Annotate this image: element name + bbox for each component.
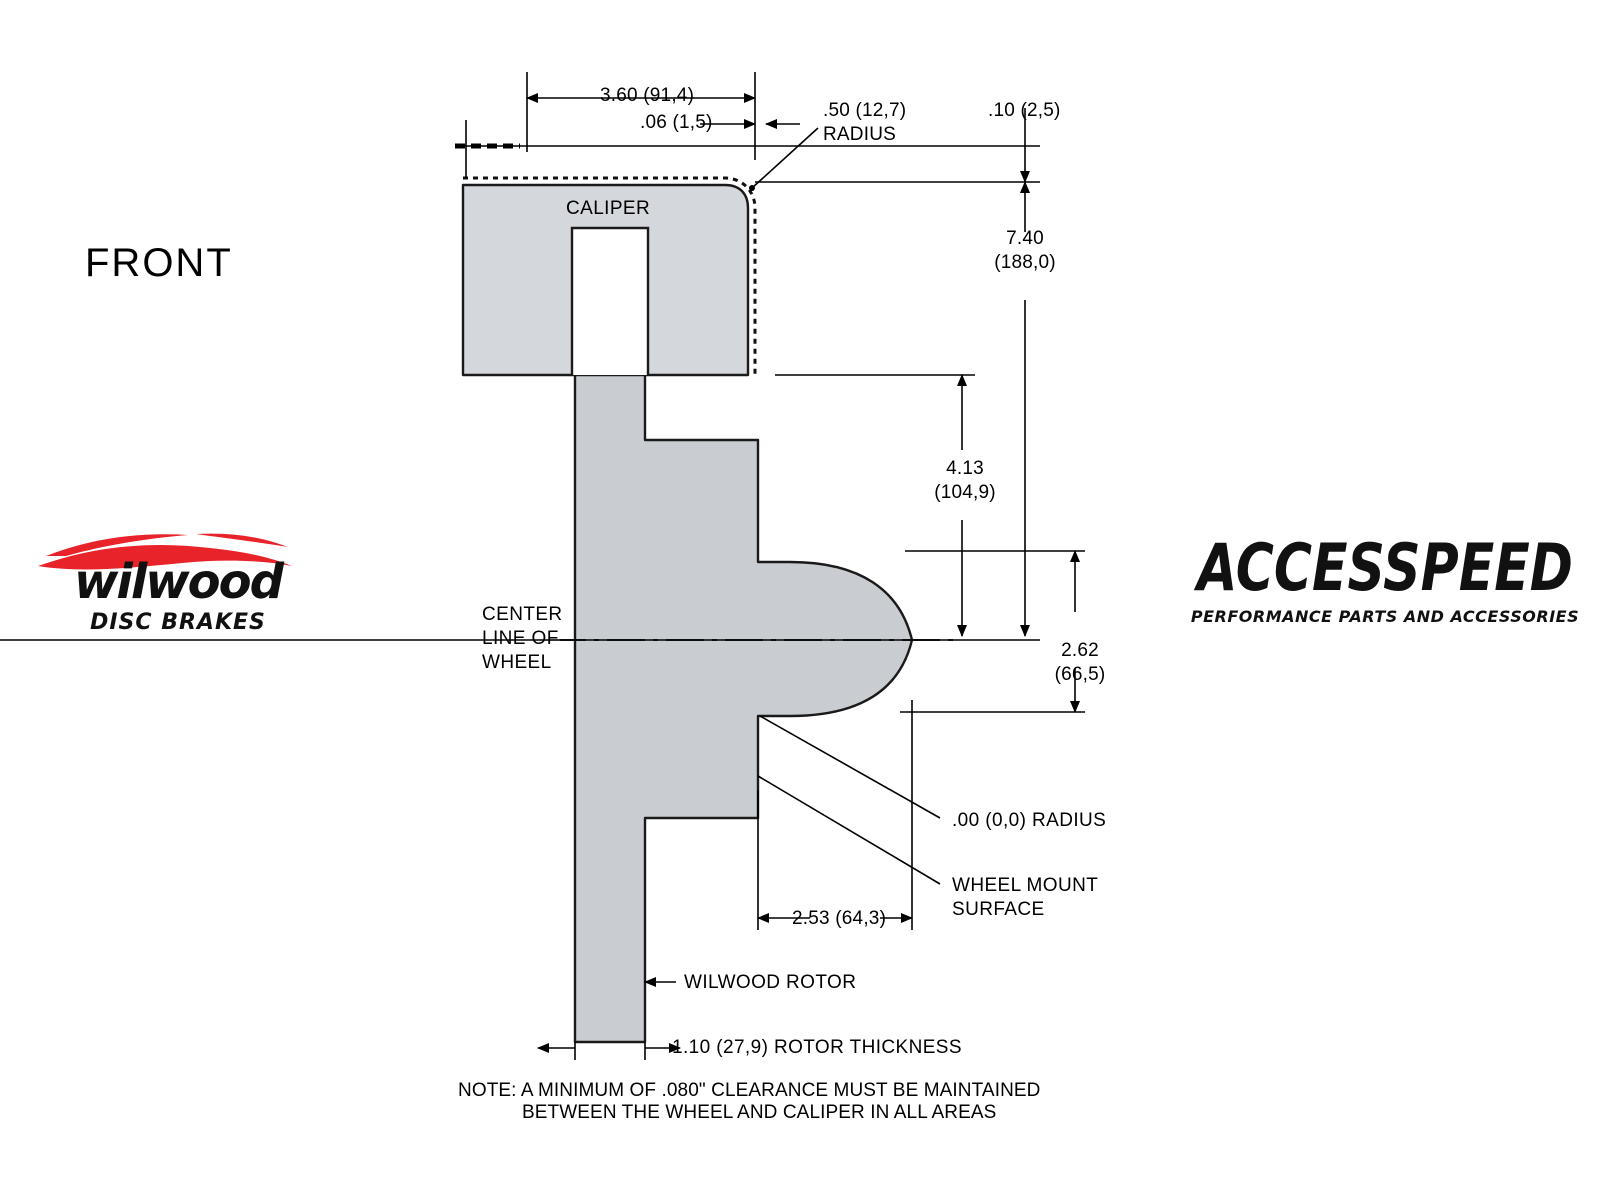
label-rotor-thickness: 1.10 (27,9) ROTOR THICKNESS [672, 1037, 962, 1058]
label-caliper: CALIPER [566, 198, 651, 219]
label-radius-zero: .00 (0,0) RADIUS [952, 810, 1107, 831]
dim-radius-050-line1: .50 (12,7) [823, 100, 907, 121]
label-centerline-line2: LINE OF [482, 628, 559, 649]
wilwood-tagline: DISC BRAKES [90, 610, 266, 635]
dim-height-262-line1: 2.62 [1061, 640, 1099, 661]
note-line-1: NOTE: A MINIMUM OF .080" CLEARANCE MUST BE MAINTAINED [458, 1080, 1041, 1101]
dim-offset-small [466, 120, 800, 178]
accesspeed-wordmark: ACCESSPEED [1197, 531, 1573, 606]
dim-rotor-thickness [538, 1042, 680, 1060]
note-line-2: BETWEEN THE WHEEL AND CALIPER IN ALL AREAS [522, 1102, 997, 1123]
dim-height-262-line2: (66,5) [1054, 664, 1106, 685]
view-label-front: FRONT [85, 241, 233, 285]
dim-height-740-line1: 7.40 [1006, 228, 1044, 249]
dim-radius-050-line2: RADIUS [823, 124, 896, 145]
dim-offset-small-text: .06 (1,5) [640, 112, 713, 133]
label-centerline-line3: WHEEL [482, 652, 552, 673]
leader-radius-000 [760, 716, 940, 818]
dim-clearance-010 [455, 108, 1040, 182]
dim-width-253-text: 2.53 (64,3) [792, 908, 887, 929]
wilwood-logo [18, 536, 338, 646]
label-wheel-mount-line1: WHEEL MOUNT [952, 875, 1099, 896]
wilwood-wordmark: wilwood [74, 554, 282, 610]
dim-height-740-line2: (188,0) [994, 252, 1056, 273]
dim-clearance-010-text: .10 (2,5) [988, 100, 1061, 121]
label-centerline-line1: CENTER [482, 604, 563, 625]
label-wheel-mount-line2: SURFACE [952, 899, 1045, 920]
dim-height-262 [900, 551, 1085, 712]
dim-overall-width-text: 3.60 (91,4) [600, 85, 695, 106]
dim-width-253 [758, 700, 912, 930]
accesspeed-tagline: PERFORMANCE PARTS AND ACCESSORIES [1190, 607, 1580, 626]
label-wilwood-rotor: WILWOOD ROTOR [684, 972, 857, 993]
accesspeed-logo [1190, 525, 1580, 635]
dim-height-413-line2: (104,9) [934, 482, 996, 503]
dim-height-413-line1: 4.13 [946, 458, 984, 479]
